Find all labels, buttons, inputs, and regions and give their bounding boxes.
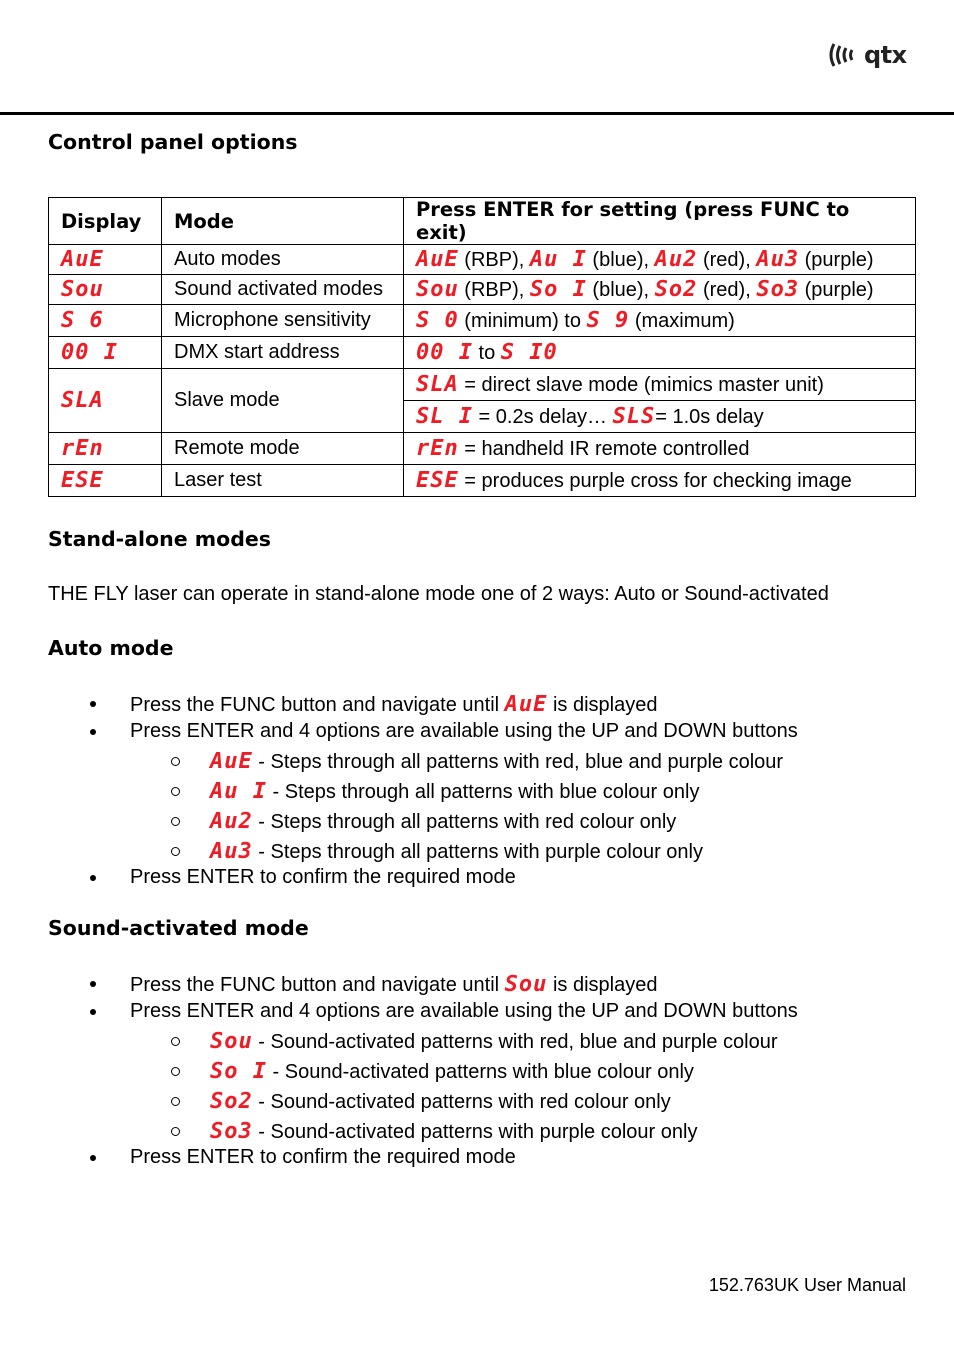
text-run: Press ENTER and 4 options are available using the UP and DOWN buttons	[130, 1000, 798, 1022]
logo-text: qtx	[864, 41, 907, 69]
text-run: (red),	[697, 279, 757, 301]
mode-cell: Microphone sensitivity	[162, 305, 404, 337]
text-run: - Sound-activated patterns with blue colour only	[266, 1061, 694, 1083]
display-cell	[49, 245, 162, 275]
text-run: Press the FUNC button and navigate until	[130, 694, 505, 716]
setting-cell	[404, 275, 916, 305]
setting-cell	[404, 369, 916, 401]
display-code: So I	[210, 1059, 267, 1084]
display-code: S I0	[500, 340, 558, 365]
text-run: (blue),	[586, 279, 655, 301]
bullet-icon	[90, 729, 96, 735]
mode-cell: Remote mode	[162, 433, 404, 465]
display-code: 00 I	[416, 340, 473, 365]
sub-list-item	[210, 839, 703, 864]
sound-mode-heading: Sound-activated mode	[48, 916, 309, 940]
display-code: rEn	[416, 436, 459, 461]
standalone-intro: THE FLY laser can operate in stand-alone mode one of 2 ways: Auto or Sound-activated	[48, 583, 829, 605]
hollow-bullet-icon	[171, 1067, 180, 1076]
header-rule	[0, 112, 954, 115]
display-code: Au I	[529, 247, 587, 272]
display-cell	[49, 465, 162, 497]
mode-cell: Sound activated modes	[162, 275, 404, 305]
hollow-bullet-icon	[171, 787, 180, 796]
display-code: Au2	[654, 247, 698, 272]
text-run: (RBP),	[458, 249, 530, 271]
qtx-logo	[828, 40, 907, 70]
sub-list-item	[210, 1119, 697, 1144]
setting-cell	[404, 465, 916, 497]
text-run: (minimum) to	[458, 310, 587, 332]
list-item	[130, 720, 798, 743]
display-code: S 9	[586, 308, 630, 333]
sub-list-item	[210, 749, 783, 774]
table-row	[49, 465, 916, 497]
text-run: = direct slave mode (mimics master unit)	[458, 374, 824, 396]
setting-cell	[404, 305, 916, 337]
list-item	[130, 866, 516, 889]
text-run: is displayed	[547, 694, 658, 716]
auto-mode-heading: Auto mode	[48, 636, 174, 660]
list-item	[130, 1146, 516, 1169]
display-code: Sou	[210, 1029, 253, 1054]
bullet-icon	[90, 1009, 96, 1015]
hollow-bullet-icon	[171, 847, 180, 856]
text-run: - Sound-activated patterns with red, blue and purple colour	[252, 1031, 778, 1053]
column-header-mode: Mode	[162, 198, 404, 245]
text-run: to	[472, 342, 501, 364]
display-code: SL I	[416, 404, 473, 429]
display-code: 00 I	[61, 340, 118, 365]
text-run: - Steps through all patterns with blue colour only	[266, 781, 700, 803]
bullet-icon	[90, 981, 96, 987]
display-code: Au2	[210, 809, 253, 834]
text-run: (RBP),	[458, 279, 530, 301]
display-code: Au I	[210, 779, 267, 804]
bullet-icon	[90, 875, 96, 881]
text-run: Press ENTER and 4 options are available using the UP and DOWN buttons	[130, 720, 798, 742]
display-cell	[49, 433, 162, 465]
bullet-icon	[90, 701, 96, 707]
display-code: So3	[756, 277, 800, 302]
display-code: Sou	[416, 277, 459, 302]
display-code: So3	[210, 1119, 253, 1144]
control-panel-table	[48, 197, 916, 497]
text-run: (maximum)	[629, 310, 735, 332]
qtx-wave-logo-icon	[828, 40, 862, 70]
text-run: Press ENTER to confirm the required mode	[130, 1146, 516, 1168]
sub-list-item	[210, 779, 699, 804]
hollow-bullet-icon	[171, 1127, 180, 1136]
hollow-bullet-icon	[171, 757, 180, 766]
control-panel-heading: Control panel options	[48, 130, 298, 154]
text-run: - Steps through all patterns with red colour only	[252, 811, 677, 833]
setting-cell	[404, 401, 916, 433]
display-cell	[49, 305, 162, 337]
text-run: (purple)	[799, 249, 874, 271]
table-row	[49, 305, 916, 337]
setting-cell	[404, 245, 916, 275]
display-code: rEn	[61, 436, 104, 461]
display-code: SLA	[416, 372, 459, 397]
mode-cell: DMX start address	[162, 337, 404, 369]
sub-list-item	[210, 1059, 694, 1084]
column-header-setting: Press ENTER for setting (press FUNC to exit)	[404, 198, 916, 245]
display-code: Sou	[61, 277, 104, 302]
table-row	[49, 433, 916, 465]
table-row	[49, 337, 916, 369]
hollow-bullet-icon	[171, 1097, 180, 1106]
standalone-heading: Stand-alone modes	[48, 527, 271, 551]
sub-list-item	[210, 809, 676, 834]
hollow-bullet-icon	[171, 1037, 180, 1046]
display-code: S 0	[416, 308, 459, 333]
hollow-bullet-icon	[171, 817, 180, 826]
display-code: Sou	[504, 972, 548, 997]
text-run: (blue),	[586, 249, 655, 271]
display-code: Au3	[210, 839, 253, 864]
column-header-display: Display	[49, 198, 162, 245]
display-code: ESE	[416, 468, 459, 493]
display-cell	[49, 369, 162, 433]
display-code: SLS	[612, 404, 656, 429]
display-cell	[49, 337, 162, 369]
setting-cell	[404, 337, 916, 369]
display-code: S 6	[61, 308, 104, 333]
list-item	[130, 1000, 798, 1023]
display-code: Au3	[756, 247, 800, 272]
sub-list-item	[210, 1089, 671, 1114]
setting-cell	[404, 433, 916, 465]
table-row	[49, 275, 916, 305]
display-code: AuE	[504, 692, 548, 717]
text-run: - Sound-activated patterns with red colour only	[252, 1091, 671, 1113]
display-code: AuE	[210, 749, 253, 774]
display-code: ESE	[61, 468, 104, 493]
text-run: is displayed	[547, 974, 658, 996]
bullet-icon	[90, 1155, 96, 1161]
table-row	[49, 369, 916, 401]
display-code: So I	[529, 277, 587, 302]
text-run: (purple)	[799, 279, 874, 301]
text-run: = produces purple cross for checking image	[458, 470, 852, 492]
text-run: = 1.0s delay	[655, 406, 764, 428]
text-run: Press the FUNC button and navigate until	[130, 974, 505, 996]
text-run: (red),	[697, 249, 757, 271]
table-header-row	[49, 198, 916, 245]
list-item	[130, 972, 657, 997]
display-code: So2	[210, 1089, 253, 1114]
text-run: = 0.2s delay…	[472, 406, 613, 428]
table-row	[49, 245, 916, 275]
list-item	[130, 692, 657, 717]
text-run: Press ENTER to confirm the required mode	[130, 866, 516, 888]
display-code: So2	[654, 277, 698, 302]
display-code: SLA	[61, 388, 104, 413]
display-cell	[49, 275, 162, 305]
mode-cell: Auto modes	[162, 245, 404, 275]
sub-list-item	[210, 1029, 778, 1054]
text-run: - Steps through all patterns with purple colour only	[252, 841, 703, 863]
text-run: - Sound-activated patterns with purple colour only	[252, 1121, 698, 1143]
text-run: = handheld IR remote controlled	[458, 438, 750, 460]
display-code: AuE	[416, 247, 459, 272]
mode-cell: Slave mode	[162, 369, 404, 433]
text-run: - Steps through all patterns with red, blue and purple colour	[252, 751, 784, 773]
display-code: AuE	[61, 247, 104, 272]
mode-cell: Laser test	[162, 465, 404, 497]
footer-manual-reference: 152.763UK User Manual	[708, 1275, 906, 1295]
